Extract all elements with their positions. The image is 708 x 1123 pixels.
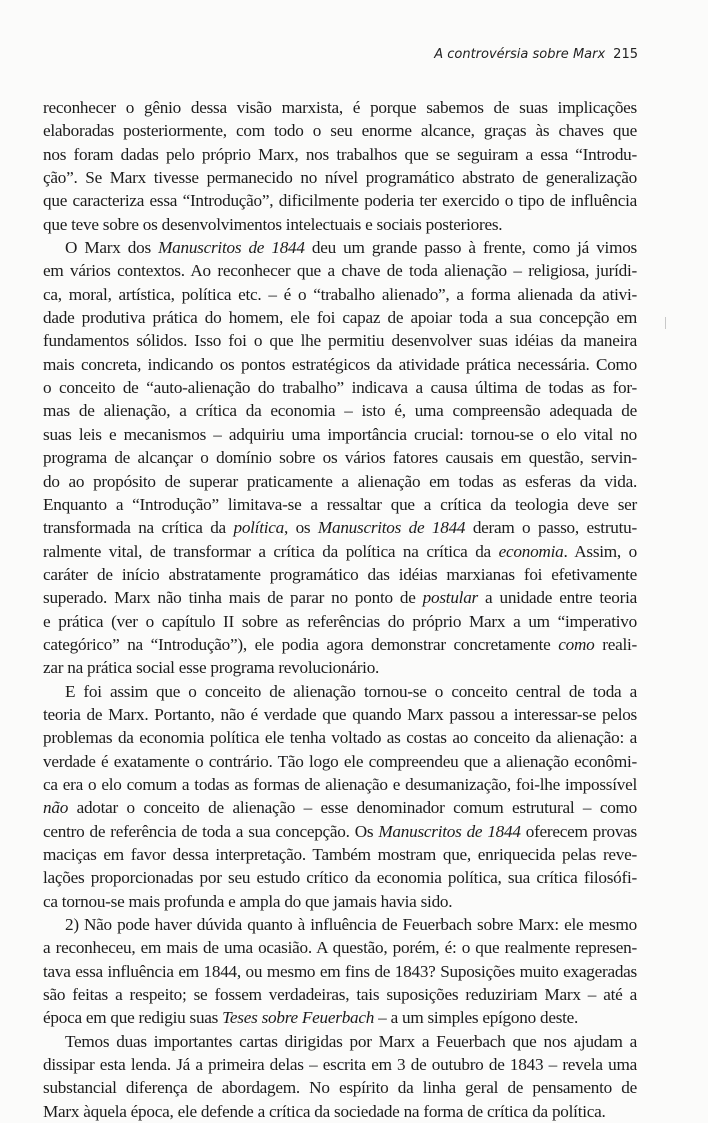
text-run: ca, moral, artística, política etc. – é o “trabalho alienado”, a forma alienada da ativi-	[43, 284, 637, 304]
text-line	[43, 1076, 637, 1099]
text-run: o conceito de “auto-alienação do trabalho” indicava a causa última de todas as for-	[43, 378, 637, 398]
text-line	[43, 423, 637, 446]
text-run: que teve sobre os desenvolvimentos intelectuais e sociais posteriores.	[43, 214, 503, 234]
text-run: que caracteriza essa “Introdução”, dificilmente poderia ter exercido o tipo de influência	[43, 191, 637, 211]
text-run: O Marx dos	[65, 238, 159, 258]
text-run: caráter de início abstratamente programático das idéias marxianas foi efetivamente	[43, 564, 637, 584]
text-line	[43, 773, 637, 796]
text-line	[43, 329, 637, 352]
text-line	[43, 306, 637, 329]
text-run: suas leis e mecanismos – adquiriu uma importância crucial: tornou-se o elo vital no	[43, 424, 637, 444]
scan-speck	[665, 317, 666, 329]
text-line	[43, 726, 637, 749]
text-line	[43, 843, 637, 866]
text-line	[43, 540, 637, 563]
text-run: , os	[283, 518, 318, 538]
text-run: fundamentos sólidos. Isso foi o que lhe permitiu desenvolver suas idéias da maneira	[43, 331, 637, 351]
italic-text: Manuscritos de 1844	[378, 821, 521, 841]
text-run: . Assim, o	[563, 541, 637, 561]
text-line	[43, 399, 637, 422]
text-line	[43, 283, 637, 306]
text-run: são feitas a respeito; se fossem verdadeiras, tais suposições reduziriam Marx – até a	[43, 985, 637, 1005]
text-line	[43, 259, 637, 282]
italic-text: como	[558, 634, 595, 654]
text-run: ção”. Se Marx tivesse permanecido no nível programático abstrato de generalização	[43, 168, 637, 188]
text-run: Temos duas importantes cartas dirigidas por Marx a Feuerbach que nos ajudam a	[65, 1031, 637, 1051]
text-line	[43, 960, 637, 983]
text-run: categórico” na “Introdução”), ele podia agora demonstrar concretamente	[43, 634, 559, 654]
text-line	[43, 143, 637, 166]
text-line	[43, 680, 637, 703]
text-run: nos foram dadas pelo próprio Marx, nos trabalhos que se seguiram a essa “Introdu-	[43, 144, 637, 164]
text-run: programa de alcançar o domínio sobre os vários fatores causais em questão, servin-	[43, 448, 637, 468]
text-line	[43, 890, 637, 913]
text-run: maciças em favor dessa interpretação. Também mostram que, enriquecida pelas reve-	[43, 845, 637, 864]
text-line	[43, 656, 637, 679]
italic-text: política	[233, 518, 284, 538]
text-run: em vários contextos. Ao reconhecer que a chave de toda alienação – religiosa, jurídi-	[43, 261, 637, 281]
italic-text: economia	[498, 541, 564, 561]
text-run: deu um grande passo à frente, como já vimos	[304, 238, 637, 258]
text-line	[43, 213, 637, 236]
text-line	[43, 563, 637, 586]
text-run: teoria de Marx. Portanto, não é verdade que quando Marx passou a interessar-se pelos	[43, 704, 637, 724]
text-run: do ao propósito de superar praticamente a alienação em todas as esferas da vida.	[43, 471, 637, 491]
italic-text: Teses sobre Feuerbach	[222, 1008, 375, 1028]
text-run: a reconheceu, em mais de uma ocasião. A questão, porém, é: o que realmente represen-	[43, 938, 637, 958]
text-run: problemas da economia política ele tenha voltado as costas ao conceito da alienação: a	[43, 728, 637, 748]
text-line	[43, 1100, 637, 1123]
text-run: substancial diferença de abordagem. No espírito da linha geral de pensamento de	[43, 1078, 637, 1098]
text-line	[43, 983, 637, 1006]
text-run: zar na prática social esse programa revolucionário.	[43, 658, 380, 678]
text-run: reconhecer o gênio dessa visão marxista, é porque sabemos de suas implicações	[43, 98, 637, 117]
text-line	[43, 633, 637, 656]
text-run: E foi assim que o conceito de alienação tornou-se o conceito central de toda a	[65, 681, 637, 701]
page-number: 215	[613, 47, 638, 62]
text-run: 2) Não pode haver dúvida quanto à influência de Feuerbach sobre Marx: ele mesmo	[65, 915, 637, 935]
text-run: dissipar esta lenda. Já a primeira delas – escrita em 3 de outubro de 1843 – revela uma	[43, 1055, 637, 1075]
text-run: adotar o conceito de alienação – esse denominador comum estrutural – como	[68, 798, 637, 818]
text-run: Marx àquela época, ele defende a crítica da sociedade na forma de crítica da política.	[43, 1101, 606, 1121]
text-line	[43, 376, 637, 399]
italic-text: Manuscritos de 1844	[317, 518, 466, 538]
text-run: transformada na crítica da	[43, 518, 234, 538]
text-run: verdade é exatamente o contrário. Tão logo ele compreendeu que a alienação econômi-	[43, 751, 637, 771]
text-run: deram o passo, estrutu-	[465, 518, 637, 538]
body-text	[43, 96, 637, 1123]
text-run: reali-	[594, 634, 637, 654]
text-run: ca tornou-se mais profunda e ampla do que jamais havia sido.	[43, 891, 453, 911]
text-run: oferecem provas	[520, 821, 638, 841]
text-run: ralmente vital, de transformar a crítica da política na crítica da	[43, 541, 499, 561]
running-title: A controvérsia sobre Marx	[434, 47, 606, 62]
text-run: Enquanto a “Introdução” limitava-se a ressaltar que a crítica da teologia deve ser	[43, 494, 637, 514]
text-line	[43, 866, 637, 889]
text-line	[43, 586, 637, 609]
text-line	[43, 189, 637, 212]
text-run: mas de alienação, a crítica da economia – isto é, uma compreensão adequada de	[43, 401, 637, 421]
text-line	[43, 96, 637, 119]
text-run: tava essa influência em 1844, ou mesmo em fins de 1843? Suposições muito exageradas	[43, 961, 637, 981]
text-run: elaboradas posteriormente, com todo o seu enorme alcance, graças às chaves que	[43, 121, 637, 141]
text-line	[43, 1006, 637, 1029]
text-run: lações proporcionadas por seu estudo crítico da economia política, sua crítica filosófi-	[43, 868, 637, 888]
text-line	[43, 913, 637, 936]
running-head	[434, 47, 638, 62]
text-line	[43, 796, 637, 819]
text-line	[43, 493, 637, 516]
text-run: mais concreta, indicando os pontos estratégicos da atividade prática necessária. Como	[43, 354, 637, 374]
italic-text: Manuscritos de 1844	[158, 238, 305, 258]
text-line	[43, 750, 637, 773]
italic-text: não	[43, 798, 69, 818]
text-line	[43, 1030, 637, 1053]
text-run: dade produtiva prática do homem, ele foi capaz de apoiar toda a sua concepção em	[43, 308, 637, 328]
text-line	[43, 119, 637, 142]
text-run: superado. Marx não tinha mais de parar no ponto de	[43, 588, 423, 608]
text-line	[43, 703, 637, 726]
text-run: – a um simples epígono deste.	[374, 1008, 579, 1028]
text-run: e prática (ver o capítulo II sobre as referências do próprio Marx a um “imperativo	[43, 611, 637, 631]
text-line	[43, 936, 637, 959]
text-line	[43, 166, 637, 189]
text-line	[43, 610, 637, 633]
text-run: a unidade entre teoria	[477, 588, 637, 608]
text-line	[43, 353, 637, 376]
text-run: época em que redigiu suas	[43, 1008, 223, 1028]
text-line	[43, 470, 637, 493]
text-line	[43, 446, 637, 469]
text-run: ca era o elo comum a todas as formas de alienação e desumanização, foi-lhe impossível	[43, 774, 637, 794]
italic-text: postular	[422, 588, 478, 608]
text-run: centro de referência de toda a sua concepção. Os	[43, 821, 379, 841]
text-line	[43, 516, 637, 539]
text-line	[43, 236, 637, 259]
text-line	[43, 820, 637, 843]
